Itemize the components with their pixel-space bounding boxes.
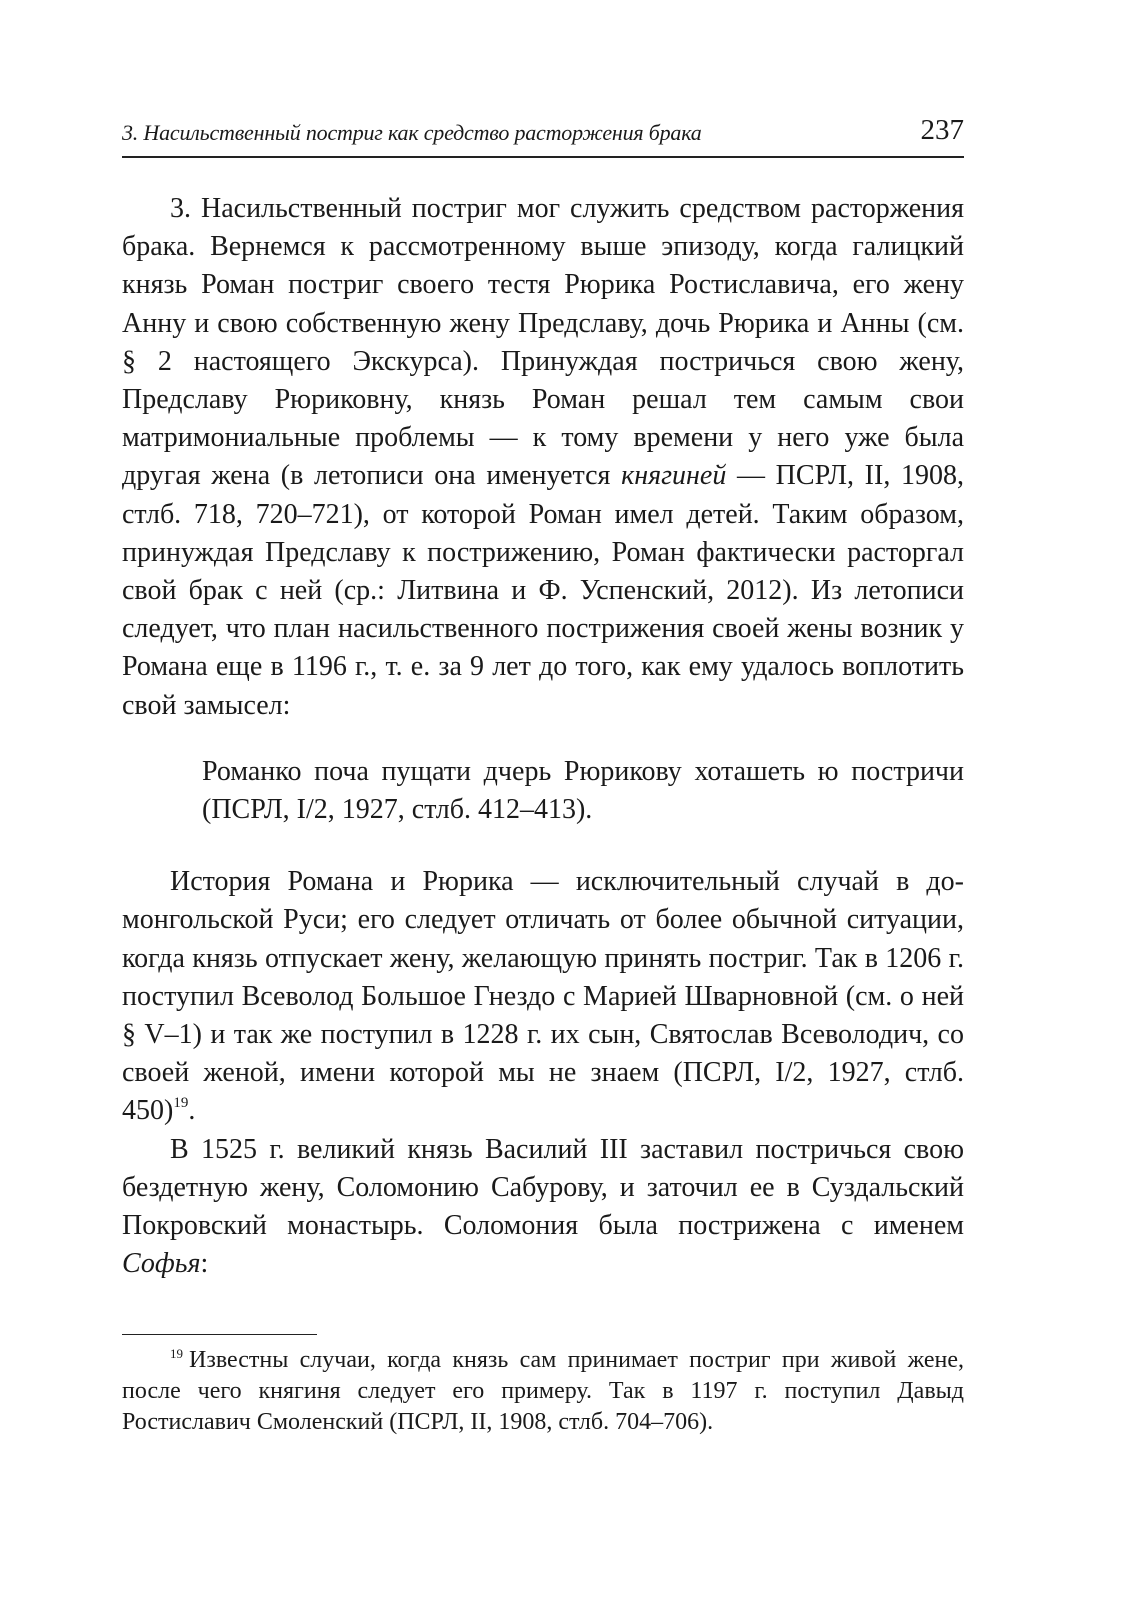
block-quote: Романко поча пущати дчерь Рюрикову хоташеть ю постричи (ПСРЛ, I/2, 1927, стлб. 412–413). xyxy=(202,755,964,826)
paragraph-3-end: : xyxy=(200,1248,209,1280)
footnote xyxy=(122,1345,964,1438)
running-head xyxy=(122,112,964,158)
paragraph-1-continuation: — ПСРЛ, II, 1908, стлб. 718, 720–721), от которой Роман имел детей. Таким образом, принуждая Предславу к пострижению, Роман фактически расторгал свой брак с ней (ср.: Литвина и Ф. Успенский, 2012). Из летописи следует, что план насильственного пострижения своей жены возник у Романа еще в 1196 г., т. е. за 9 лет до того, как ему удалось воплотить свой замысел: xyxy=(122,460,964,721)
paragraph-2 xyxy=(122,863,964,1130)
body-text xyxy=(122,190,964,1283)
paragraph-2-end: . xyxy=(188,1095,196,1127)
footnote-divider xyxy=(122,1334,317,1335)
footnote-number: 19 xyxy=(170,1346,183,1361)
paragraph-1-text: 3. Насильственный постриг мог служить средством расторжения брака. Вернемся к рассмотренному выше эпизоду, когда галицкий князь Роман постриг своего тестя Рюрика Ростиславича, его жену Анну и свою собственную жену Предславу, дочь Рюрика и Анны (см. § 2 настоящего Экскурса). Принуждая постричься свою жену, Предславу Рюриковну, князь Роман решал тем самым свои матримониальные проблемы — к тому времени у него уже была другая жена (в летописи она именуется xyxy=(122,193,964,492)
paragraph-3 xyxy=(122,1131,964,1284)
page-number: 237 xyxy=(920,114,964,146)
footnote-text: Известны случаи, когда князь сам принимает постриг при живой жене, после чего княгиня следует его примеру. Так в 1197 г. поступил Давыд Ростиславич Смоленский (ПСРЛ, II, 1908, стлб. 704–706). xyxy=(122,1347,964,1435)
book-page xyxy=(122,0,964,1600)
paragraph-2-text: История Романа и Рюрика — исключительный случай в домонгольской Руси; его следует отличать от более обычной ситуации, когда князь отпускает жену, желающую принять постриг. Так в 1206 г. поступил Всеволод Большое Гнездо с Марией Шварновной (см. о ней § V–1) и так же поступил в 1228 г. их сын, Святослав Всеволодич, со своей женой, имени которой мы не знаем (ПСРЛ, I/2, 1927, стлб. 450) xyxy=(122,866,964,1127)
paragraph-1 xyxy=(122,190,964,725)
footnote-reference[interactable]: 19 xyxy=(173,1095,189,1112)
paragraph-3-text: В 1525 г. великий князь Василий III заставил постричься свою бездетную жену, Соломонию Сабурову, и заточил ее в Суздальский Покровский монастырь. Соломония была пострижена с именем xyxy=(122,1133,964,1242)
italic-term: княгиней xyxy=(621,460,727,492)
italic-name: Софья xyxy=(122,1248,201,1280)
running-title: 3. Насильственный постриг как средство расторжения брака xyxy=(122,120,702,145)
